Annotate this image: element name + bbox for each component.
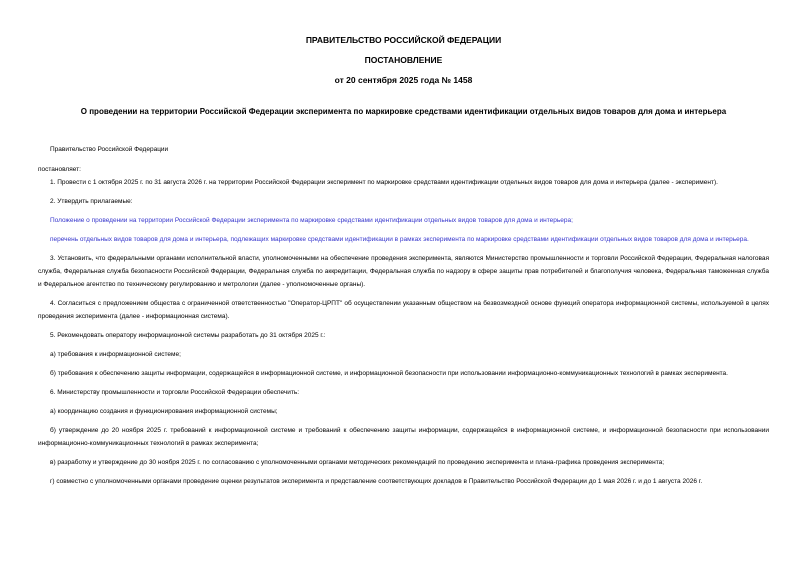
paragraph-resolves: постановляет:	[38, 166, 81, 173]
doc-date-number: от 20 сентября 2025 года № 1458	[334, 75, 473, 85]
link-regulation[interactable]: Положение о проведении на территории Российской Федерации эксперимента по маркировке средствами идентификации отдельных видов товаров для дома и интерьера;	[50, 217, 573, 224]
clause-6b: б) утверждение до 20 ноября 2025 г. требований к информационной системе и требований к обеспечению защиты информации, содержащейся в информационной системе, и информационной безопасности при использовании информационно-коммуникационных технологий в рамках эксперимента;	[38, 427, 769, 447]
paragraph-preamble: Правительство Российской Федерации	[50, 146, 169, 153]
clause-6: 6. Министерству промышленности и торговли Российской Федерации обеспечить:	[50, 389, 300, 396]
clause-5a: а) требования к информационной системе;	[50, 351, 181, 358]
doc-authority-heading: ПРАВИТЕЛЬСТВО РОССИЙСКОЙ ФЕДЕРАЦИИ	[305, 35, 502, 45]
clause-6g: г) совместно с уполномоченными органами проведение оценки результатов эксперимента и представление соответствующих докладов в Правительство Российской Федерации до 1 мая 2026 г. и до 1 августа 2026 г.	[50, 478, 703, 485]
doc-type-heading: ПОСТАНОВЛЕНИЕ	[364, 55, 443, 65]
clause-5: 5. Рекомендовать оператору информационной системы разработать до 31 октября 2025 г.:	[50, 332, 326, 339]
clause-6a: а) координацию создания и функционирования информационной системы;	[50, 408, 278, 415]
doc-title: О проведении на территории Российской Федерации эксперимента по маркировке средствами идентификации отдельных видов товаров для дома и интерьера	[80, 107, 727, 116]
link-goods-list[interactable]: перечень отдельных видов товаров для дома и интерьера, подлежащих маркировке средствами идентификации в рамках эксперимента по маркировке средствами идентификации отдельных видов товаров для дома и интерьера.	[50, 236, 749, 243]
clause-3: 3. Установить, что федеральными органами исполнительной власти, уполномоченными на обеспечение проведения эксперимента, являются Министерство промышленности и торговли Российской Федерации, Федеральная налоговая служба, Федеральная служба безопасности Российской Федерации, Федеральная служба по аккредитации, Федеральная служба по надзору в сфере защиты прав потребителей и благополучия человека, Федеральная таможенная служба и Федеральное агентство по техническому регулированию и метрологии (далее - уполномоченные органы).	[38, 255, 769, 288]
clause-1: 1. Провести с 1 октября 2025 г. по 31 августа 2026 г. на территории Российской Федерации эксперимент по маркировке средствами идентификации отдельных видов товаров для дома и интерьера (далее - эксперимент).	[50, 179, 718, 186]
clause-2: 2. Утвердить прилагаемые:	[50, 198, 133, 205]
doc-body	[38, 143, 769, 488]
clause-6v: в) разработку и утверждение до 30 ноября 2025 г. по согласованию с уполномоченными органами методических рекомендаций по проведению эксперимента и плана-графика проведения эксперимента;	[50, 459, 665, 466]
clause-5b: б) требования к обеспечению защиты информации, содержащейся в информационной системе, и информационной безопасности при использовании информационно-коммуникационных технологий в рамках эксперимента.	[50, 370, 728, 377]
clause-4: 4. Согласиться с предложением общества с ограниченной ответственностью "Оператор-ЦРПТ" об осуществлении указанным обществом на безвозмездной основе функций оператора информационной системы, используемой в целях проведения эксперимента (далее - информационная система).	[38, 300, 769, 320]
